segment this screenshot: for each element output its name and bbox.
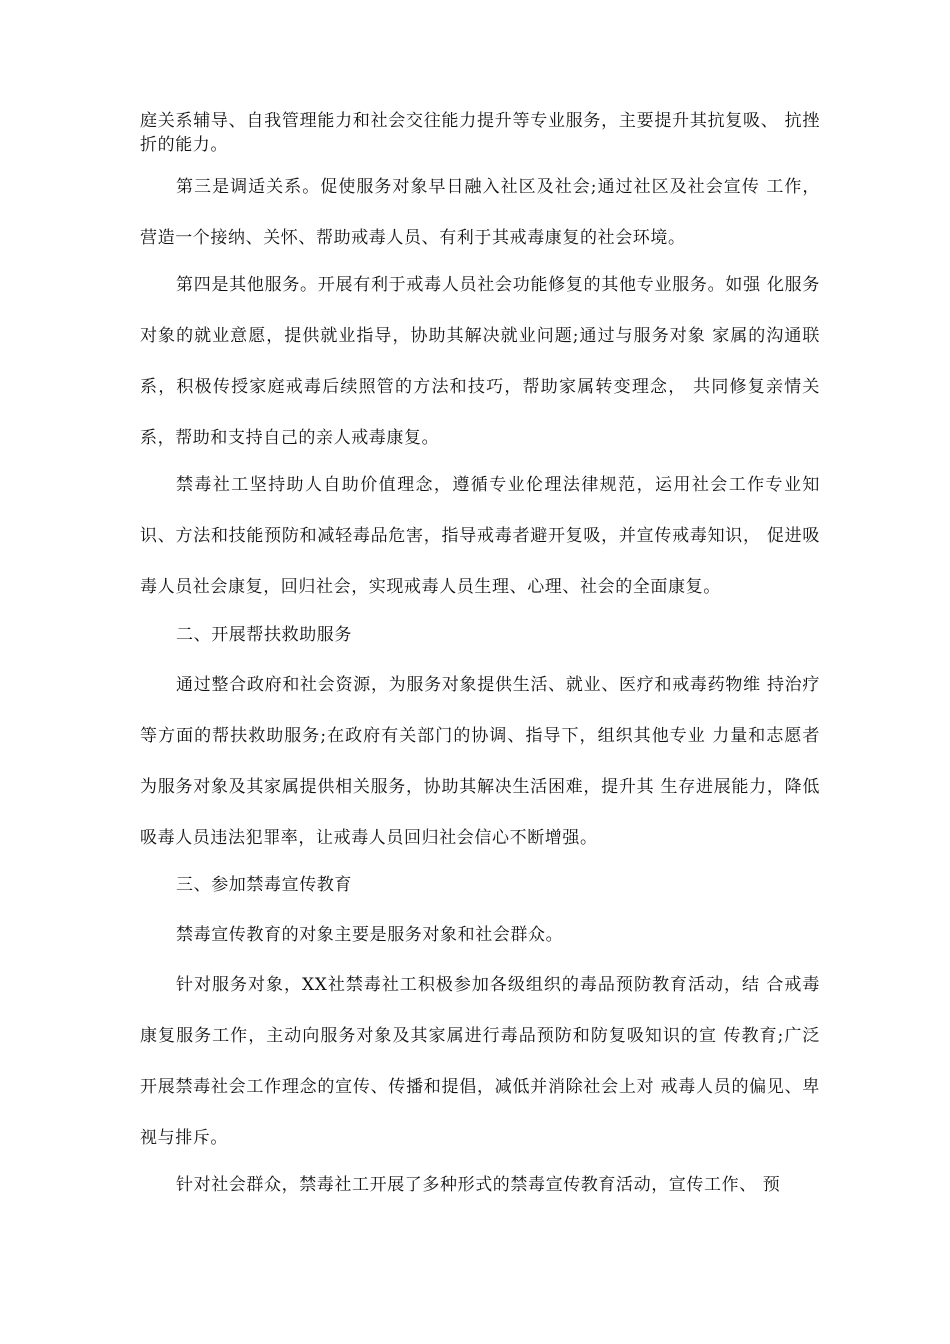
paragraph-public-targets: 针对社会群众，禁毒社工开展了多种形式的禁毒宣传教育活动，宣传工作、 预	[176, 1175, 781, 1195]
paragraph-other-services: 第四是其他服务。开展有利于戒毒人员社会功能修复的其他专业服务。如强 化服务对象的就业意愿，提供就业指导，协助其解决就业问题;通过与服务对象 家属的沟通联系，积极传授家庭戒毒后续照管的方法和技巧，帮助家属转变理念， 共同修复亲情关系，帮助和支持自己的亲人戒毒康复。	[140, 275, 820, 448]
paragraph-adjust-relations: 第三是调适关系。促使服务对象早日融入社区及社会;通过社区及社会宣传 工作，营造一个接纳、关怀、帮助戒毒人员、有利于其戒毒康复的社会环境。	[140, 177, 820, 248]
section-heading-assistance: 二、开展帮扶救助服务	[176, 625, 352, 645]
paragraph-publicity-targets: 禁毒宣传教育的对象主要是服务对象和社会群众。	[176, 925, 564, 945]
paragraph-continuation: 庭关系辅导、自我管理能力和社会交往能力提升等专业服务，主要提升其抗复吸、 抗挫折的能力。	[140, 111, 820, 155]
paragraph-service-targets: 针对服务对象，XX社禁毒社工积极参加各级组织的毒品预防教育活动，结 合戒毒康复服务工作，主动向服务对象及其家属进行毒品预防和防复吸知识的宣 传教育;广泛开展禁毒社会工作理念的宣传、传播和提倡，减低并消除社会上对 戒毒人员的偏见、卑视与排斥。	[140, 975, 820, 1148]
paragraph-social-worker-principles: 禁毒社工坚持助人自助价值理念，遵循专业伦理法律规范，运用社会工作专业知识、方法和技能预防和减轻毒品危害，指导戒毒者避开复吸，并宣传戒毒知识， 促进吸毒人员社会康复，回归社会，实现戒毒人员生理、心理、社会的全面康复。	[140, 475, 820, 597]
section-heading-publicity: 三、参加禁毒宣传教育	[176, 875, 352, 895]
paragraph-assistance-services: 通过整合政府和社会资源，为服务对象提供生活、就业、医疗和戒毒药物维 持治疗等方面的帮扶救助服务;在政府有关部门的协调、指导下，组织其他专业 力量和志愿者为服务对象及其家属提供相关服务，协助其解决生活困难，提升其 生存进展能力，降低吸毒人员违法犯罪率，让戒毒人员回归社会信心不断增强。	[140, 675, 820, 848]
